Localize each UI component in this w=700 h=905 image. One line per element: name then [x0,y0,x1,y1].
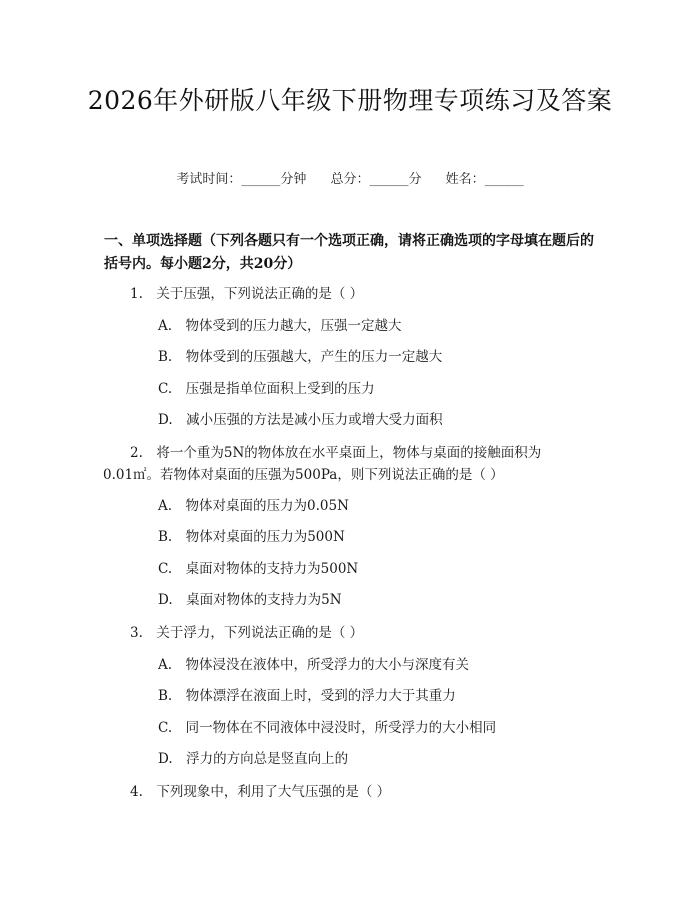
question-option: B. 物体受到的压强越大，产生的压力一定越大 [158,349,443,365]
question-option: D. 桌面对物体的支持力为5N [158,592,342,608]
question-stem: 1. 关于压强，下列说法正确的是（ ） [130,286,364,302]
question-option: D. 浮力的方向总是竖直向上的 [158,751,349,767]
student-name-field: 姓名：______ [445,172,524,187]
question-option: A. 物体受到的压力越大，压强一定越大 [158,318,402,334]
question-option: B. 物体漂浮在液面上时，受到的浮力大于其重力 [158,688,456,704]
exam-info-line [0,168,700,187]
question-stem: 3. 关于浮力，下列说法正确的是（ ） [130,625,364,641]
exam-time-field: 考试时间：______分钟 [176,172,307,187]
question-option: A. 物体浸没在液体中，所受浮力的大小与深度有关 [158,657,470,673]
question-option: D. 减小压强的方法是减小压力或增大受力面积 [158,412,443,428]
question-option: A. 物体对桌面的压力为0.05N [158,498,349,514]
question-stem: 4. 下列现象中，利用了大气压强的是（ ） [130,784,391,800]
document-title: 2026年外研版八年级下册物理专项练习及答案 [87,86,613,115]
total-score-field: 总分：______分 [330,172,422,187]
question-option: C. 同一物体在不同液体中浸没时，所受浮力的大小相同 [158,720,497,736]
question-option: B. 物体对桌面的压力为500N [158,529,345,545]
question-option: C. 压强是指单位面积上受到的压力 [158,381,375,397]
question-stem: 2. 将一个重为5N的物体放在水平桌面上，物体与桌面的接触面积为 [130,445,542,461]
section-heading: 一、单项选择题（下列各题只有一个选项正确，请将正确选项的字母填在题后的括号内。每小题2分，共20分） [104,233,594,272]
question-stem-continued: 0.01㎡。若物体对桌面的压强为500Pa，则下列说法正确的是（ ） [103,467,504,483]
question-option: C. 桌面对物体的支持力为500N [158,561,359,577]
